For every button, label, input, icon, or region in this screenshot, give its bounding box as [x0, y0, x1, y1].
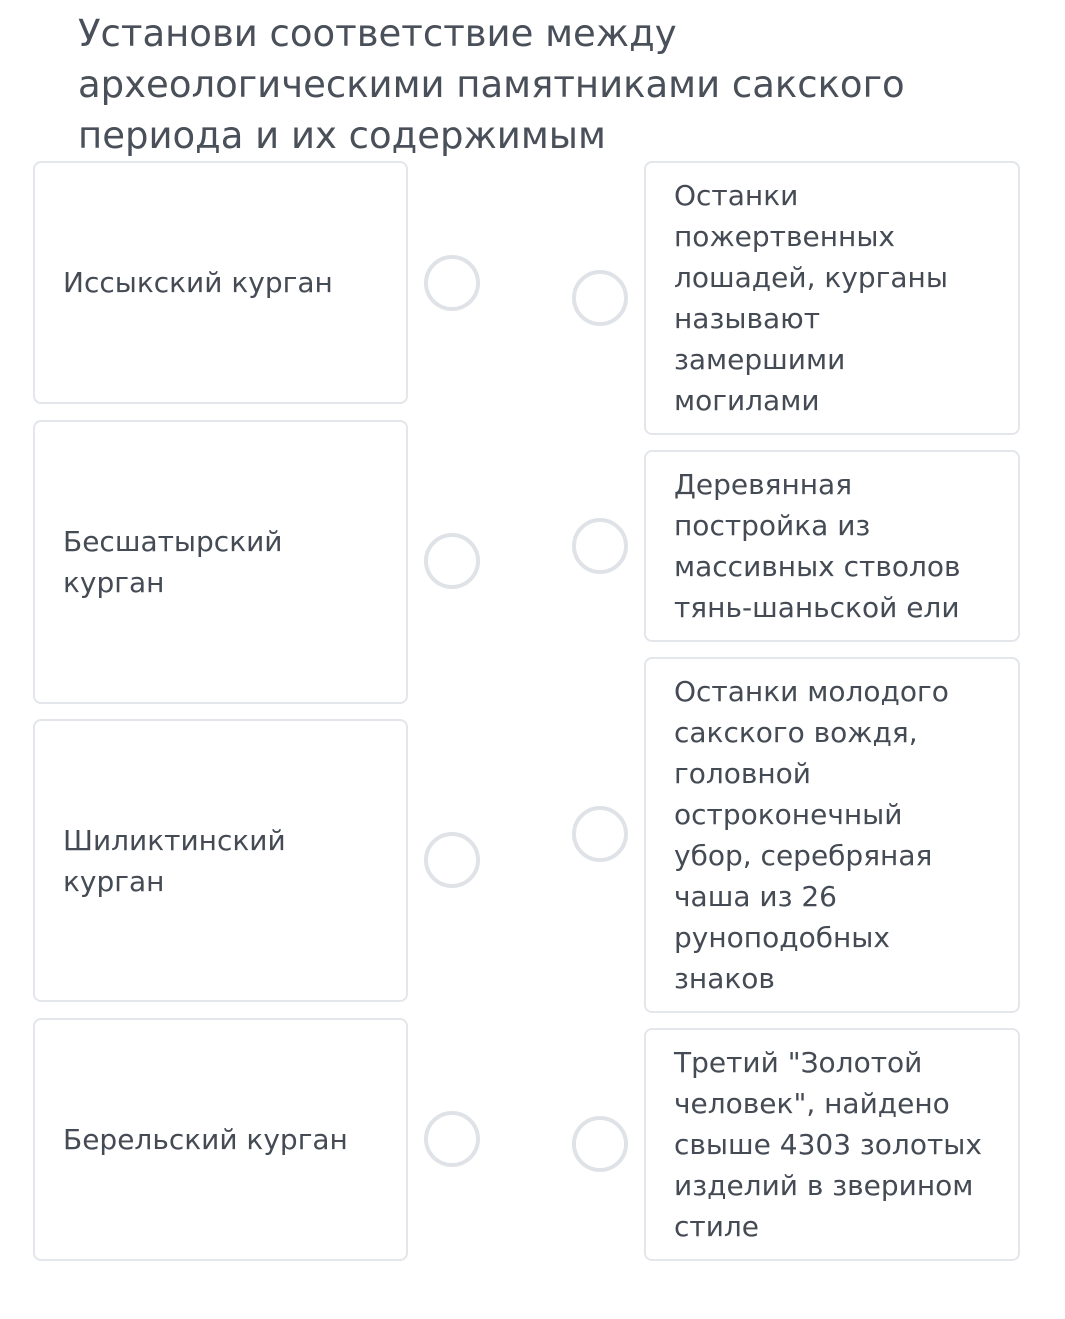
left-card-label: Шиликтинский курган [63, 823, 286, 898]
right-card-label: Третий "Золотой человек", найдено свыше 4303 золотых изделий в зверином стиле [674, 1046, 982, 1243]
left-connector-dot-4[interactable] [424, 1111, 480, 1167]
right-card-label: Деревянная постройка из массивных стволов тянь-шаньской ели [674, 468, 961, 624]
left-card-besshatyr[interactable] [33, 420, 408, 704]
left-card-label: Иссыкский курган [63, 266, 333, 299]
left-connector-dot-3[interactable] [424, 832, 480, 888]
right-connector-dot-1[interactable] [572, 270, 628, 326]
left-card-berel[interactable] [33, 1018, 408, 1261]
right-connector-dot-4[interactable] [572, 1116, 628, 1172]
left-connector-dot-2[interactable] [424, 533, 480, 589]
left-card-label: Бесшатырский курган [63, 525, 283, 599]
right-card-label: Останки молодого сакского вождя, головной остроконечный убор, серебряная чаша из 26 руноподобных знаков [674, 675, 949, 995]
right-connector-dot-3[interactable] [572, 806, 628, 862]
right-card-wooden-structure[interactable] [644, 450, 1020, 642]
left-card-shilikty[interactable] [33, 719, 408, 1002]
left-connector-dot-1[interactable] [424, 255, 480, 311]
right-card-young-chief[interactable] [644, 657, 1020, 1013]
left-card-issyk[interactable] [33, 161, 408, 404]
right-card-label: Останки пожертвенных лошадей, курганы называют замершими могилами [674, 179, 948, 417]
right-connector-dot-2[interactable] [572, 518, 628, 574]
question-title: Установи соответствие между археологическими памятниками сакского периода и их содержимым [78, 12, 905, 157]
right-card-sacrificed-horses[interactable] [644, 161, 1020, 435]
right-card-golden-man[interactable] [644, 1028, 1020, 1261]
left-card-label: Берельский курган [63, 1123, 348, 1156]
